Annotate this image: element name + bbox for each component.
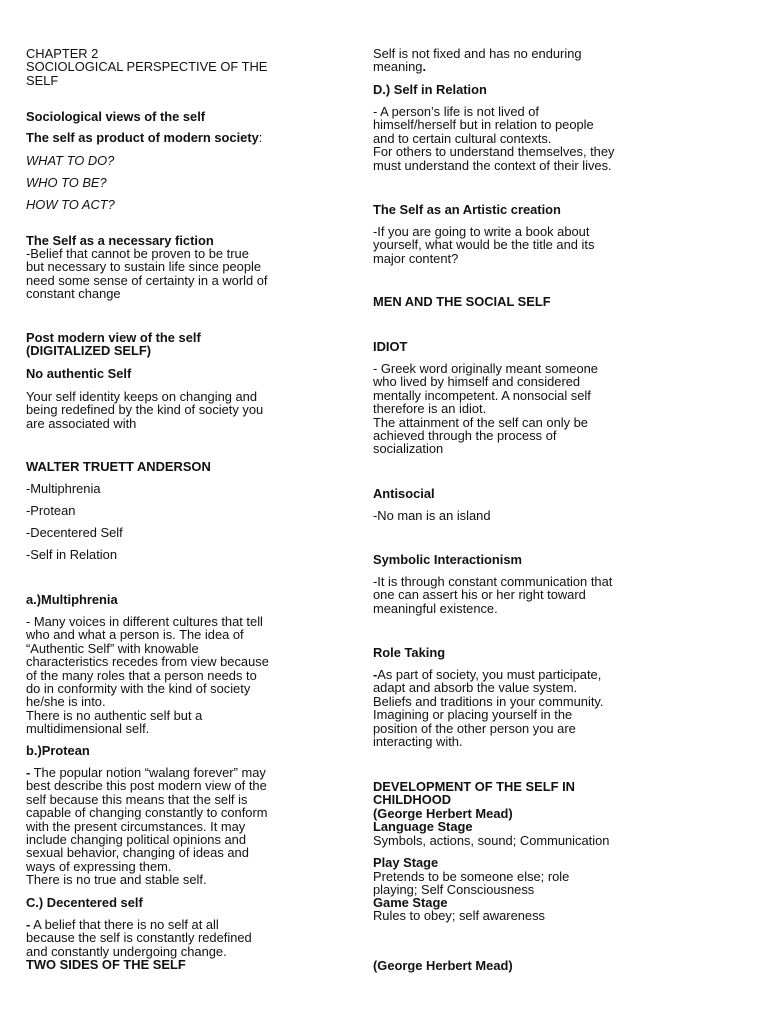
symbolic-text: -It is through constant communication that one can assert his or her right toward meaningful existence. — [373, 574, 613, 616]
protean-text-block — [26, 766, 326, 887]
artistic-text: -If you are going to write a book about yourself, what would be the title and its major content? — [373, 224, 595, 266]
men-social-heading: MEN AND THE SOCIAL SELF — [373, 294, 551, 309]
artistic-heading: The Self as an Artistic creation — [373, 202, 561, 217]
role-taking-dash: - — [373, 667, 378, 682]
question-who: WHO TO BE? — [26, 175, 107, 190]
language-stage-text: Symbols, actions, sound; Communication — [373, 833, 610, 848]
protean-text: The popular notion “walang forever” may best describe this post modern view of the self because this means that the self is capable of changing constantly to conform with the present circumstances. It may include changing political opinions and sexual behavior, changing of ideas and ways of expressing them. There is no true and stable self. — [26, 765, 268, 888]
antisocial-heading: Antisocial — [373, 486, 435, 501]
fiction-text: -Belief that cannot be proven to be true but necessary to sustain life since people need some sense of certainty in a world of constant change — [26, 246, 268, 302]
mead-footer: (George Herbert Mead) — [373, 958, 513, 973]
modern-society-heading-line — [26, 131, 326, 144]
postmodern-heading: Post modern view of the self (DIGITALIZED SELF) — [26, 330, 201, 359]
anderson-heading: WALTER TRUETT ANDERSON — [26, 459, 211, 474]
anderson-item-protean: -Protean — [26, 503, 76, 518]
anderson-item-multiphrenia: -Multiphrenia — [26, 481, 101, 496]
two-sides-heading: TWO SIDES OF THE SELF — [26, 957, 186, 972]
anderson-item-decentered: -Decentered Self — [26, 525, 123, 540]
decentered-heading: C.) Decentered self — [26, 895, 143, 910]
multiphrenia-text: - Many voices in different cultures that tell who and what a person is. The idea of “Authentic Self” with knowable characteristics recedes from view because of the many roles that a person needs to do in conformity with the kind of society he/she is into. There is no authentic self but a multidimensional self. — [26, 614, 269, 737]
decentered-text: A belief that there is no self at all because the self is constantly redefined and constantly undergoing change. — [26, 917, 252, 959]
idiot-text: - Greek word originally meant someone who lived by himself and considered mentally incompetent. A nonsocial self therefore is an idiot. The attainment of the self can only be achieved through the process of socialization — [373, 361, 598, 457]
game-stage-heading: Game Stage — [373, 895, 448, 910]
modern-society-heading: The self as product of modern society — [26, 130, 259, 145]
multiphrenia-heading: a.)Multiphrenia — [26, 592, 118, 607]
development-heading: DEVELOPMENT OF THE SELF IN CHILDHOOD (George Herbert Mead) — [373, 779, 575, 821]
role-taking-text-block — [373, 668, 673, 748]
play-stage-heading: Play Stage — [373, 855, 439, 870]
role-taking-heading: Role Taking — [373, 645, 446, 660]
question-how: HOW TO ACT? — [26, 197, 115, 212]
antisocial-text: -No man is an island — [373, 508, 491, 523]
not-fixed-period: . — [422, 59, 427, 75]
anderson-item-relation: -Self in Relation — [26, 547, 117, 562]
decentered-text-block — [26, 918, 326, 958]
no-authentic-text: Your self identity keeps on changing and being redefined by the kind of society you are associated with — [26, 389, 264, 431]
role-taking-text: As part of society, you must participate, adapt and absorb the value system. Beliefs and traditions in your community. Imagining or placing yourself in the position of the other person you are interacting with. — [373, 667, 604, 750]
decentered-dash: - — [26, 917, 31, 932]
protean-heading: b.)Protean — [26, 743, 90, 758]
language-stage-heading: Language Stage — [373, 819, 473, 834]
protean-dash: - — [26, 765, 31, 780]
question-what: WHAT TO DO? — [26, 153, 115, 168]
not-fixed-text-block — [373, 47, 673, 74]
relation-heading: D.) Self in Relation — [373, 82, 487, 97]
relation-text: - A person’s life is not lived of himself/herself but in relation to people and to certain cultural contexts. For others to understand themselves, they must understand the context of their lives. — [373, 104, 615, 173]
play-stage-text: Pretends to be someone else; role playing; Self Consciousness — [373, 869, 570, 898]
no-authentic-heading: No authentic Self — [26, 366, 132, 381]
chapter-title: CHAPTER 2 SOCIOLOGICAL PERSPECTIVE OF THE SELF — [26, 46, 268, 88]
idiot-heading: IDIOT — [373, 339, 408, 354]
symbolic-heading: Symbolic Interactionism — [373, 552, 522, 567]
not-fixed-text: Self is not fixed and has no enduring meaning — [373, 46, 582, 75]
fiction-heading: The Self as a necessary fiction — [26, 233, 214, 248]
game-stage-text: Rules to obey; self awareness — [373, 908, 545, 923]
modern-society-colon: : — [258, 130, 263, 145]
sociological-views-heading: Sociological views of the self — [26, 109, 206, 124]
